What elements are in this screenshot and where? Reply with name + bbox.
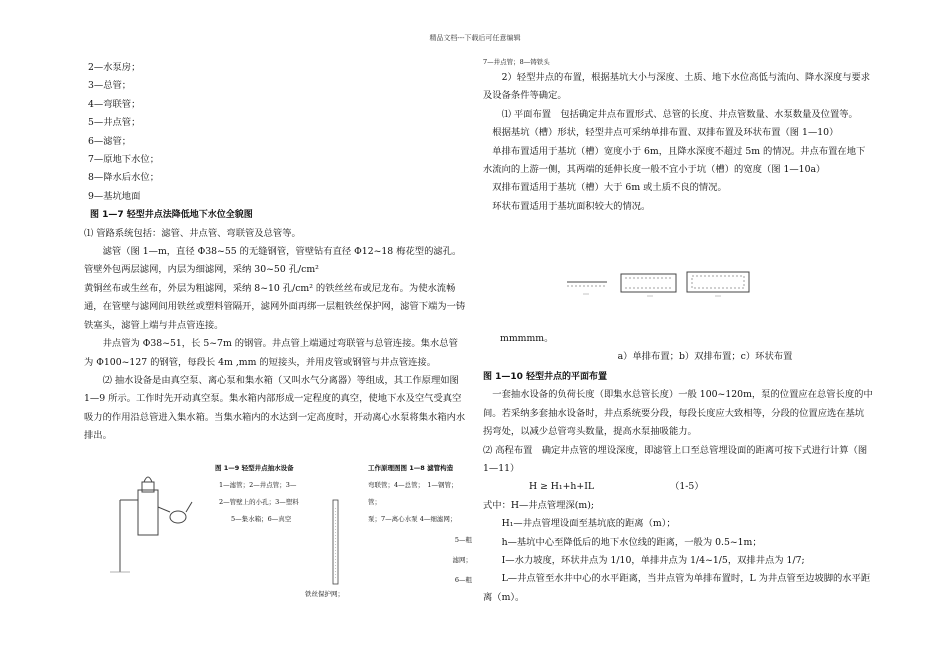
right-column	[483, 59, 873, 216]
figure-8-line: 泵；7—离心水泵 4—细滤网；	[368, 515, 457, 523]
list-item: 4—弯联管；	[88, 98, 141, 110]
formula-number: （1-5）	[670, 481, 704, 493]
figure-10-title: 图 1—10 轻型井点的平面布置	[483, 372, 608, 382]
definition-small-h: h—基坑中心至降低后的地下水位线的距离，一般为 0.5~1m；	[501, 536, 762, 548]
formula-line	[483, 478, 873, 496]
figure-9-line: 1—滤管；2—井点管；3—	[219, 481, 297, 489]
list-item: 7—原地下水位；	[88, 154, 159, 166]
figure-10-block	[500, 330, 870, 367]
figure-8-title: 工作原理图图 1—8 滤管构造	[368, 464, 454, 472]
figure-10-caption: a）单排布置；b）双排布置；c）环状布置	[617, 351, 793, 363]
figure-8-line: 管；	[368, 498, 381, 506]
figure-8-caption	[368, 460, 468, 528]
page-header: 精品文档---下载后可任意编辑	[429, 34, 521, 42]
figure-10-layout-diagram	[563, 268, 753, 300]
paragraph-single-row: 单排布置适用于基坑（槽）宽度小于 6m，且降水深度不超过 5m 的情况。井点布置在地下水流向的上游一侧，其两端的延伸长度一般不宜小于坑（槽）的宽度（图 1—10a）	[483, 145, 866, 176]
formula: H ≥ H₁+h+IL	[529, 481, 595, 493]
figure-8-filter-diagram	[330, 498, 342, 588]
list-item: 9—基坑地面	[88, 190, 141, 202]
definition-h1: H₁—井点管埋设面至基坑底的距离（m）；	[501, 518, 676, 530]
paragraph-elevation: ⑵ 高程布置 确定井点管的埋设深度，即滤管上口至总管埋设面的距离可按下式进行计算（图 1—11）	[483, 444, 868, 475]
paragraph-pipe-system: ⑴ 管路系统包括：滤管、井点管、弯联管及总管等。	[84, 227, 301, 239]
figure-8-line: 5—粗	[454, 536, 472, 544]
figure-9-title: 图 1—9 轻型井点抽水设备	[215, 464, 294, 472]
figure-9-line: 5—集水箱；6—真空	[231, 515, 292, 523]
paragraph-pump-equipment: ⑵ 抽水设备是由真空泵、离心泵和集水箱（又叫水气分离器）等组成，其工作原理如图 1—9 所示。工作时先开动真空泵。集水箱内部形成一定程度的真空，使地下水及空气受真空吸力的作用沿总管进入集水箱。当集水箱内的水达到一定高度时，开动离心水泵将集水箱内水排出。	[84, 374, 466, 442]
figure-7-title: 图 1—7 轻型井点法降低地下水位全貌图	[90, 210, 253, 221]
paragraph-double-row: 双排布置适用于基坑（槽）大于 6m 或土质不良的情况。	[492, 182, 727, 194]
figure-8-line: 滤网；	[452, 556, 472, 564]
paragraph-ring: 环状布置适用于基坑面积较大的情况。	[492, 200, 651, 212]
stray-text: mmmmm。	[500, 333, 554, 344]
figure-8-bottom-label: 铁丝保护网；	[305, 590, 344, 598]
definition-i: I—水力坡度，环状井点为 1/10，单排井点为 1/4~1/5，双排井点为 1/7;	[501, 555, 805, 567]
paragraph-plane-layout: ⑴ 平面布置 包括确定井点布置形式、总管的长度、井点管数量、水泵数量及位置等。	[501, 108, 858, 120]
paragraph-filter-pipe: 滤管（图 1—m，直径 Φ38~55 的无缝钢管，管壁钻有直径 Φ12~18 梅花型的滤孔。管壁外包两层滤网，内层为细滤网，采纳 30~50 孔/cm²	[84, 246, 462, 276]
list-item: 6—滤管；	[88, 135, 132, 147]
left-column	[84, 59, 466, 446]
figure-9-line: 2—管壁上的小孔；3—塑料	[219, 498, 299, 506]
figure-9-pump-diagram	[100, 462, 200, 587]
definition-l: L—井点管至水井中心的水平距离，当井点管为单排布置时，L 为井点管至边坡脚的水平距离（m）。	[483, 573, 871, 603]
list-item: 2—水泵房；	[88, 62, 141, 73]
paragraph-well-pipe: 井点管为 Φ38~51，长 5~7m 的钢管。井点管上端通过弯联管与总管连接。集水总管为 Φ100~127 的钢管，每段长 4m ,mm 的短接头，并用皮管或钢管与井点管连接。	[84, 338, 458, 368]
figure-8-continued: 7—井点管；8—铸铁头	[483, 58, 550, 66]
paragraph-filter-pipe-cont: 黄铜丝布或生丝布，外层为粗滤网，采纳 8~10 孔/cm² 的铁丝丝布或尼龙布。为使水流畅通，在管壁与滤网间用铁丝或塑料管隔开，滤网外面再绑一层粗铁丝保护网，滤管下端为一铸铁塞头，滤管上端与井点管连接。	[84, 282, 466, 331]
figure-8-line: 6—粗	[454, 576, 472, 584]
figure-9-caption	[215, 460, 325, 528]
list-item: 8—降水后水位；	[88, 172, 159, 184]
figure-8-side-labels	[442, 530, 472, 590]
list-item: 5—井点管；	[88, 117, 141, 129]
paragraph-load-length: 一套抽水设备的负荷长度（即集水总管长度）一般 100~120m，泵的位置应在总管长度的中间。若采纳多套抽水设备时，井点系统要分段，每段长度应大致相等，分段的位置应选在基坑拐弯处，以减少总管弯头数量，提高水泵抽吸能力。	[483, 389, 873, 438]
figure-8-line: 弯联管；4—总管； 1—钢管；	[368, 481, 458, 489]
paragraph-pit-shape: 根据基坑（槽）形状，轻型井点可采纳单排布置、双排布置及环状布置（图 1—10）	[492, 127, 839, 139]
paragraph-layout: 2）轻型井点的布置，根据基坑大小与深度、土质、地下水位高低与流向、降水深度与要求及设备条件等确定。	[483, 72, 871, 102]
list-item: 3—总管；	[88, 80, 132, 92]
definition-h: 式中：H—井点管埋深(m);	[483, 499, 594, 511]
right-column-lower	[483, 368, 873, 607]
